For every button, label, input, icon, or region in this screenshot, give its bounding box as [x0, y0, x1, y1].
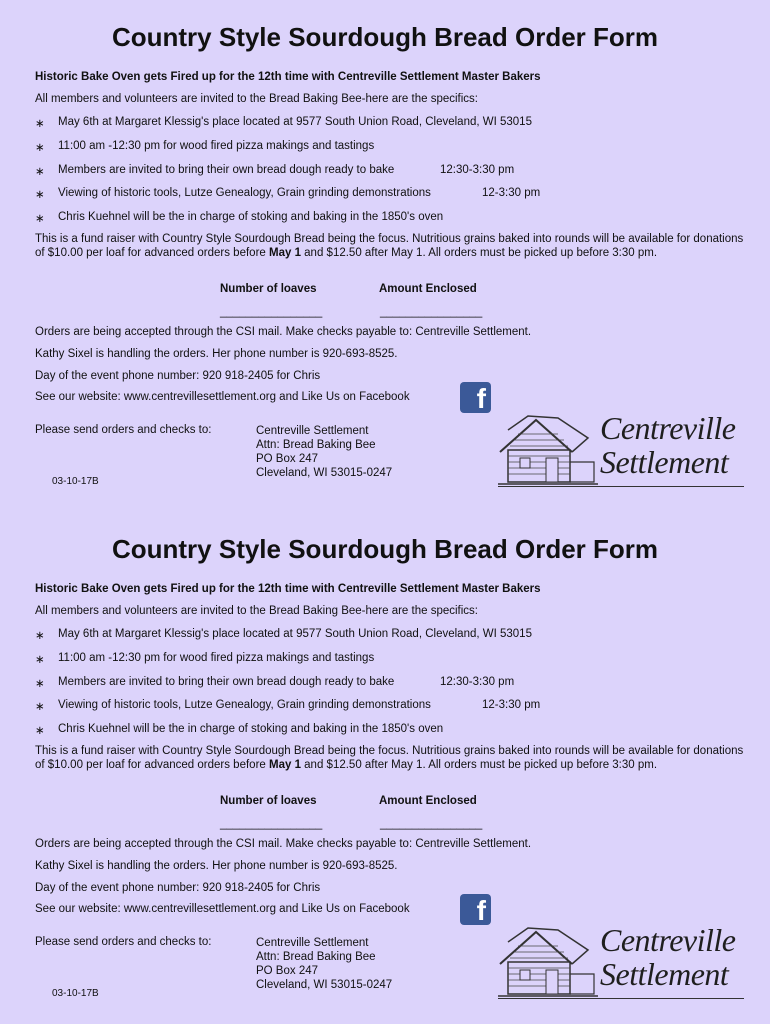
- bullet-pizza: 11:00 am -12:30 pm for wood fired pizza makings and tastings: [58, 652, 375, 664]
- bullet-marker: ∗: [35, 654, 45, 666]
- intro-text: All members and volunteers are invited to the Bread Baking Bee-here are the specifics:: [35, 605, 478, 617]
- website-line: See our website: www.centrevillesettlement.org and Like Us on Facebook: [35, 903, 410, 915]
- amount-blank[interactable]: ________________: [380, 306, 483, 318]
- bullet-dough: Members are invited to bring their own bread dough ready to bake: [58, 676, 395, 688]
- loaves-header: Number of loaves: [220, 795, 317, 807]
- bullet-oven: Chris Kuehnel will be the in charge of stoking and baking in the 1850's oven: [58, 723, 444, 735]
- logo-text-line1: Centreville: [600, 922, 736, 958]
- bullet-marker: ∗: [35, 118, 45, 130]
- amount-blank[interactable]: ________________: [380, 818, 483, 830]
- mailing-address: Centreville Settlement Attn: Bread Baking Bee PO Box 247 Cleveland, WI 53015-0247: [256, 937, 393, 991]
- bullet-location: May 6th at Margaret Klessig's place located at 9577 South Union Road, Cleveland, WI 53015: [58, 116, 532, 128]
- loaves-header: Number of loaves: [220, 283, 317, 295]
- logo-text-line2: Settlement: [600, 444, 729, 480]
- intro-text: All members and volunteers are invited to the Bread Baking Bee-here are the specifics:: [35, 93, 478, 105]
- centreville-logo-house: [498, 924, 598, 1000]
- bullet-marker: ∗: [35, 725, 45, 737]
- form-code: 03-10-17B: [52, 476, 99, 487]
- bullet-pizza: 11:00 am -12:30 pm for wood fired pizza makings and tastings: [58, 140, 375, 152]
- bullet-marker: ∗: [35, 166, 45, 178]
- bullet-tools-time: 12-3:30 pm: [482, 699, 541, 711]
- bullet-marker: ∗: [35, 678, 45, 690]
- bullet-marker: ∗: [35, 189, 45, 201]
- contact-line: Kathy Sixel is handling the orders. Her phone number is 920-693-8525.: [35, 348, 398, 360]
- bullet-marker: ∗: [35, 630, 45, 642]
- mailing-address: Centreville Settlement Attn: Bread Baking Bee PO Box 247 Cleveland, WI 53015-0247: [256, 425, 393, 479]
- bullet-dough: Members are invited to bring their own bread dough ready to bake: [58, 164, 395, 176]
- orders-line: Orders are being accepted through the CSI mail. Make checks payable to: Centreville Settlement.: [35, 326, 532, 338]
- bullet-marker: ∗: [35, 142, 45, 154]
- bullet-oven: Chris Kuehnel will be the in charge of stoking and baking in the 1850's oven: [58, 211, 444, 223]
- facebook-icon[interactable]: f: [460, 382, 491, 413]
- send-label: Please send orders and checks to:: [35, 424, 212, 436]
- centreville-logo: [498, 924, 744, 1000]
- bullet-marker: ∗: [35, 213, 45, 225]
- facebook-icon[interactable]: f: [460, 894, 491, 925]
- centreville-logo-house: [498, 412, 598, 488]
- logo-text-line2: Settlement: [600, 956, 729, 992]
- centreville-logo: [498, 412, 744, 488]
- fundraiser-paragraph: This is a fund raiser with Country Style Sourdough Bread being the focus. Nutritious grains baked into rounds will be available for donations of $10.00 per loaf for advanced orders before May 1 and $12.50 after May 1. All orders must be picked up before 3:30 pm.: [35, 233, 744, 259]
- loaves-blank[interactable]: ________________: [220, 818, 323, 830]
- amount-header: Amount Enclosed: [379, 283, 477, 295]
- bullet-tools: Viewing of historic tools, Lutze Genealogy, Grain grinding demonstrations: [58, 699, 431, 711]
- form-subtitle: Historic Bake Oven gets Fired up for the 12th time with Centreville Settlement Master Bakers: [35, 71, 541, 83]
- logo-text-line1: Centreville: [600, 410, 736, 446]
- form-subtitle: Historic Bake Oven gets Fired up for the 12th time with Centreville Settlement Master Bakers: [35, 583, 541, 595]
- amount-header: Amount Enclosed: [379, 795, 477, 807]
- orders-line: Orders are being accepted through the CSI mail. Make checks payable to: Centreville Settlement.: [35, 838, 532, 850]
- event-phone-line: Day of the event phone number: 920 918-2405 for Chris: [35, 370, 321, 382]
- fundraiser-paragraph: This is a fund raiser with Country Style Sourdough Bread being the focus. Nutritious grains baked into rounds will be available for donations of $10.00 per loaf for advanced orders before May 1 and $12.50 after May 1. All orders must be picked up before 3:30 pm.: [35, 745, 744, 771]
- bullet-dough-time: 12:30-3:30 pm: [440, 164, 515, 176]
- bullet-tools: Viewing of historic tools, Lutze Genealogy, Grain grinding demonstrations: [58, 187, 431, 199]
- form-title: Country Style Sourdough Bread Order Form: [111, 534, 659, 564]
- bullet-marker: ∗: [35, 701, 45, 713]
- contact-line: Kathy Sixel is handling the orders. Her phone number is 920-693-8525.: [35, 860, 398, 872]
- form-title: Country Style Sourdough Bread Order Form: [111, 22, 659, 52]
- order-form-bottom: [0, 512, 770, 1024]
- bullet-dough-time: 12:30-3:30 pm: [440, 676, 515, 688]
- loaves-blank[interactable]: ________________: [220, 306, 323, 318]
- send-label: Please send orders and checks to:: [35, 936, 212, 948]
- bullet-location: May 6th at Margaret Klessig's place located at 9577 South Union Road, Cleveland, WI 53015: [58, 628, 532, 640]
- event-phone-line: Day of the event phone number: 920 918-2405 for Chris: [35, 882, 321, 894]
- form-code: 03-10-17B: [52, 988, 99, 999]
- website-line: See our website: www.centrevillesettlement.org and Like Us on Facebook: [35, 391, 410, 403]
- bullet-tools-time: 12-3:30 pm: [482, 187, 541, 199]
